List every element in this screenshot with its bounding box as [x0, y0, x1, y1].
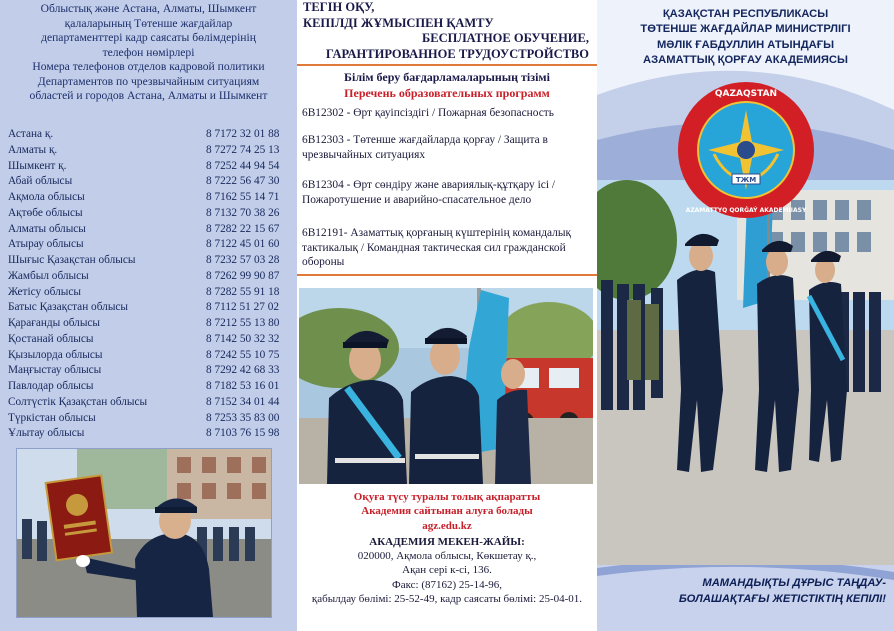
program-item: 6В12191- Азаматтық қорғаның күштерінің командалық тактикалық / Командная тактическая сил гражданской обороны	[302, 227, 572, 268]
list-item	[8, 222, 290, 238]
phone-number[interactable]: 8 7272 74 25 13	[206, 143, 280, 156]
phone-number[interactable]: 8 7252 44 94 54	[206, 159, 280, 172]
phone-number[interactable]: 8 7282 22 15 67	[206, 222, 280, 235]
list-item	[8, 332, 290, 348]
region-name: Қарағанды облысы	[8, 317, 101, 329]
phone-number[interactable]: 8 7122 45 01 60	[206, 238, 280, 251]
emblem-top-text: QAZAQSTAN	[714, 89, 778, 99]
phone-number[interactable]: 8 7292 42 68 33	[206, 364, 280, 377]
info-line: Оқуға түсу туралы толық ақпаратты	[353, 491, 541, 503]
headline-line: ГАРАНТИРОВАННОЕ ТРУДОУСТРОЙСТВО	[325, 46, 589, 61]
program-item: 6В12302 - Өрт қауіпсіздігі / Пожарная безопасность	[302, 107, 554, 119]
region-name: Маңғыстау облысы	[8, 364, 102, 377]
phone-number[interactable]: 8 7253 35 83 00	[206, 411, 280, 424]
phone-number[interactable]: 8 7172 32 01 88	[206, 128, 280, 140]
academy-title	[597, 7, 894, 69]
phone-number[interactable]: 8 7232 57 03 28	[206, 254, 280, 266]
region-name: Ақмола облысы	[8, 191, 85, 203]
contact-block	[297, 490, 597, 606]
emblem-book-label: ТЖМ	[735, 176, 757, 184]
oath-ceremony-photo	[16, 448, 272, 618]
programs-title-kz: Білім беру бағдарламаларының тізімі	[344, 70, 550, 84]
list-item	[8, 206, 290, 222]
address-line: 020000, Ақмола облысы, Көкшетау қ.,	[357, 550, 537, 563]
region-name: Солтүстік Қазақстан облысы	[8, 395, 148, 408]
list-item	[8, 127, 290, 143]
header-line: департаменттері кадр саясаты бөлімдерінің	[41, 31, 256, 44]
phone-number[interactable]: 8 7103 76 15 98	[206, 427, 280, 440]
region-name: Шығыс Қазақстан облысы	[8, 254, 136, 266]
region-name: Ақтөбе облысы	[8, 206, 83, 219]
phones-header	[0, 2, 297, 104]
header-line: Департаментов по чрезвычайным ситуациям	[37, 74, 260, 88]
region-name: Жамбыл облысы	[8, 269, 89, 282]
divider	[297, 274, 597, 276]
phone-number[interactable]: 8 7262 99 90 87	[206, 269, 280, 282]
header-line: Облыстық және Астана, Алматы, Шымкент	[40, 2, 257, 15]
list-item	[8, 363, 290, 379]
phone-number[interactable]: 8 7212 55 13 80	[206, 317, 280, 329]
phone-number[interactable]: 8 7152 34 01 44	[206, 395, 280, 408]
cadets-flag-photo	[299, 288, 593, 484]
region-name: Жетісу облысы	[8, 285, 81, 298]
list-item	[8, 237, 290, 253]
departments-line: қабылдау бөлімі: 25-52-49, кадр саясаты бөлімі: 25-04-01.	[311, 593, 583, 606]
header-line: Номера телефонов отделов кадровой политики	[32, 60, 265, 73]
region-name: Ұлытау облысы	[8, 427, 85, 440]
list-item	[8, 316, 290, 332]
phone-number[interactable]: 8 7182 53 16 01	[206, 380, 280, 392]
headline-line: КЕПІЛДІ ЖҰМЫСПЕН ҚАМТУ	[303, 15, 494, 30]
list-item	[8, 348, 290, 364]
info-line: Академия сайтынан алуға болады	[361, 505, 533, 518]
phone-number[interactable]: 8 7282 55 91 18	[206, 285, 280, 298]
list-item	[8, 411, 290, 427]
region-name: Абай облысы	[8, 175, 73, 188]
title-line: ТӨТЕНШЕ ЖАҒДАЙЛАР МИНИСТРЛІГІ	[640, 23, 851, 36]
list-item	[8, 143, 290, 159]
region-name: Павлодар облысы	[8, 380, 94, 392]
list-item	[8, 174, 290, 190]
headline-line: БЕСПЛАТНОЕ ОБУЧЕНИЕ,	[422, 31, 589, 45]
left-panel	[0, 0, 297, 631]
region-name: Батыс Қазақстан облысы	[8, 301, 129, 314]
academy-emblem	[676, 80, 816, 220]
phone-number[interactable]: 8 7132 70 38 26	[206, 206, 280, 219]
title-line: МӘЛІК ҒАБДУЛЛИН АТЫНДАҒЫ	[656, 38, 835, 51]
headline	[297, 0, 597, 62]
phone-number[interactable]: 8 7112 51 27 02	[206, 301, 280, 314]
phone-number[interactable]: 8 7142 50 32 32	[206, 332, 280, 345]
list-item	[8, 253, 290, 269]
website-link[interactable]: agz.edu.kz	[422, 519, 472, 532]
middle-panel	[297, 0, 597, 631]
region-name: Қостанай облысы	[8, 332, 94, 345]
header-line: телефон нөмірлері	[102, 45, 195, 59]
right-panel	[597, 0, 894, 631]
list-item	[8, 269, 290, 285]
list-item	[8, 159, 290, 175]
region-name: Астана қ.	[8, 128, 54, 140]
parade-photo	[597, 180, 894, 565]
region-name: Алматы қ.	[8, 143, 58, 156]
slogan-line: МАМАНДЫҚТЫ ДҰРЫС ТАҢДАУ-	[702, 577, 886, 589]
phone-number[interactable]: 8 7162 55 14 71	[206, 191, 280, 203]
emblem-bottom-text: AZAMATTYQ QORǴAÝ AKADEMIIASY	[685, 207, 807, 214]
address-title: АКАДЕМИЯ МЕКЕН-ЖАЙЫ:	[369, 535, 525, 548]
list-item	[8, 190, 290, 206]
region-name: Атырау облысы	[8, 238, 84, 251]
header-line: қалаларының Төтенше жағдайлар	[64, 16, 233, 30]
title-line: АЗАМАТТЫҚ ҚОРҒАУ АКАДЕМИЯСЫ	[643, 54, 848, 67]
slogan-line: БОЛАШАҚТАҒЫ ЖЕТІСТІКТІҢ КЕПІЛІ!	[678, 593, 886, 605]
phone-list	[8, 127, 290, 442]
region-name: Алматы облысы	[8, 222, 86, 235]
phone-number[interactable]: 8 7222 56 47 30	[206, 175, 280, 188]
list-item	[8, 285, 290, 301]
header-line: областей и городов Астана, Алматы и Шымкент	[29, 89, 268, 102]
region-name: Түркістан облысы	[8, 411, 96, 424]
list-item	[8, 379, 290, 395]
list-item	[8, 426, 290, 442]
program-item: 6В12304 - Өрт сөндіру және авариялық-құтқару ісі / Пожаротушение и аварийно-спасательное дело	[302, 179, 555, 206]
address-line: Ақан серi к-сi, 136.	[402, 564, 492, 577]
list-item	[8, 395, 290, 411]
slogan	[597, 575, 894, 607]
title-line: ҚАЗАҚСТАН РЕСПУБЛИКАСЫ	[662, 8, 829, 20]
phone-number[interactable]: 8 7242 55 10 75	[206, 348, 280, 361]
region-name: Қызылорда облысы	[8, 348, 103, 361]
region-name: Шымкент қ.	[8, 159, 67, 172]
divider	[297, 64, 597, 66]
fax-line: Факс: (87162) 25-14-96,	[392, 578, 502, 591]
headline-line: ТЕГІН ОҚУ,	[303, 0, 375, 14]
list-item	[8, 300, 290, 316]
programs-title-ru: Перечень образовательных программ	[344, 86, 550, 100]
program-item: 6В12303 - Төтенше жағдайларда қорғау / Защита в чрезвычайных ситуациях	[302, 134, 548, 161]
